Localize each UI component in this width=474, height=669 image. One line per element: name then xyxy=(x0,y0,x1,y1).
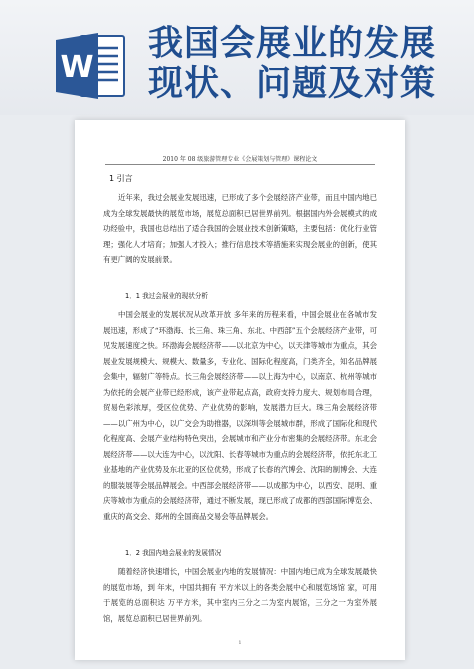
status-paragraph: 中国会展业的发展状况从改革开放 多年来的历程来看，中国会展业在各城市发展迅速，形成了“环渤海、长三角、珠三角、东北、中西部”五个会展经济产业带，可见发展速度之快。环渤海会展经济带——以北京为中心，以天津等城市为重点，其会展业发展规模大、规模大、数量多，专业化、国际化程度高，门类齐全，知名品牌展会集中，辐射广等特点。长三角会展经济带——以上海为中心，以南京、杭州等城市为依托的会展产业带已经形成，该产业带起点高，政府支持力度大、规划布局合理，贸易色彩浓厚，受区位优势、产业优势的影响，发展潜力巨大。珠三角会展经济带——以广州为中心，以广交会为助推器，以深圳等会展城市群，形成了国际化和现代化程度高、会展产业结构特色突出，会展城市和产业分布密集的会展经济带。东北会展经济带——以大连为中心，以沈阳、长春等城市为重点的会展经济带，依托东北工业基地的产业优势及东北亚的区位优势，形成了长春的汽博会、沈阳的制博会、大连的服装展等会展品牌展会。中西部会展经济带——以成都为中心，以西安、昆明、重庆等城市为重点的会展经济带，通过不断发展，现已形成了成都的西部国际博览会、重庆的高交会、郑州的全国商品交易会等品牌展会。 xyxy=(103,310,377,521)
subsection-heading-status: 1．1 我过会展业的现状分析 xyxy=(125,292,209,300)
running-head: 2010 年 08 级旅游管理专业《会展策划与管理》课程论文 xyxy=(162,156,318,163)
banner-title-line2: 现状、问题及对策 xyxy=(148,64,437,104)
header-rule xyxy=(105,164,375,165)
section-heading-intro: 1 引言 xyxy=(109,174,133,183)
word-document-icon xyxy=(54,30,128,102)
subsection-heading-development: 1．2 我国内地会展业的发展情况 xyxy=(125,549,222,557)
banner-title-line1: 我国会展业的发展 xyxy=(148,24,437,64)
development-paragraph: 随着经济快速增长，中国会展业内地的发展情况：中国内地已成为全球发展最快的展览市场，到 年末，中国共拥有 平方米以上的各类会展中心和展览场馆 家，可用于展览的总面积达 万平方米，其中室内三分之二为室内展馆，三分之一为室外展馆，展览总面积已居世界前列。 xyxy=(103,567,377,623)
svg-text:W: W xyxy=(60,50,94,85)
page-number: 1 xyxy=(238,640,242,646)
intro-paragraph: 近年来，我过会展业发展迅速，已形成了多个会展经济产业带，而且中国内地已成为全球发展最快的展览市场，展览总面积已居世界前列。根据国内外会展模式的成功经验中，我国也总结出了适合我国的会展业技术创新策略，主要包括：优化行业管理；强化人才培育；加强人才投入；推行信息技术等措施来实现会展业的创新，使其有更广阔的发展前景。 xyxy=(103,193,377,264)
document-page xyxy=(75,120,405,660)
cover-banner xyxy=(0,0,474,115)
